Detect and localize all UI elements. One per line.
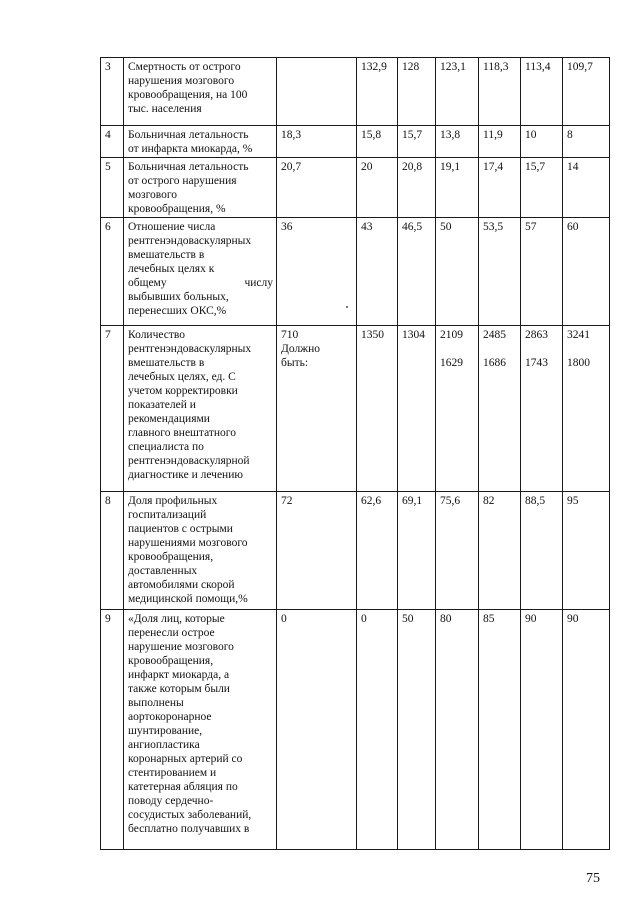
indicator-name-line: учетом корректировки <box>128 385 238 397</box>
year-value: 3241 <box>567 329 590 341</box>
year-value: 118,3 <box>483 61 509 73</box>
year-value: 50 <box>440 221 452 233</box>
year-value-cell <box>563 326 610 492</box>
year-value: 88,5 <box>525 495 546 507</box>
base-value-line: 0 <box>281 613 287 625</box>
year-value: 1686 <box>483 357 506 369</box>
year-value: 15,7 <box>402 129 423 141</box>
year-value: 43 <box>361 221 373 233</box>
year-value-cell <box>357 58 398 126</box>
base-value-line: 20,7 <box>281 161 302 173</box>
base-value-line: Должно <box>281 343 321 355</box>
year-value-cell <box>521 58 563 126</box>
indicator-name-line: стентированием и <box>128 767 217 779</box>
year-value: 19,1 <box>440 161 461 173</box>
indicator-name-line: лечебных целях к <box>128 263 215 275</box>
table-row <box>101 58 610 126</box>
indicators-table <box>100 57 610 850</box>
page-number: 75 <box>586 871 600 886</box>
year-value-cell <box>521 492 563 610</box>
year-value: 2109 <box>440 329 463 341</box>
year-value: 0 <box>361 613 367 625</box>
table-row <box>101 610 610 850</box>
indicator-name-line: госпитализаций <box>128 509 207 521</box>
indicator-name-cell <box>124 326 277 492</box>
year-value-cell <box>563 492 610 610</box>
year-value: 11,9 <box>483 129 503 141</box>
year-value-cell <box>563 610 610 850</box>
year-value: 62,6 <box>361 495 382 507</box>
indicator-name-line: Больничная летальность <box>128 161 249 173</box>
year-value-cell <box>436 126 479 158</box>
table-row <box>101 326 610 492</box>
row-number-cell: 5 <box>101 158 124 218</box>
year-value-cell <box>398 218 436 326</box>
year-value-cell <box>563 126 610 158</box>
indicator-name-line: Доля профильных <box>128 495 218 507</box>
year-value-cell <box>479 218 521 326</box>
year-value-cell <box>521 326 563 492</box>
indicator-name-line: рентгенэндоваскулярной <box>128 455 250 467</box>
indicator-name-line: также которым были <box>128 683 230 695</box>
year-value: 20 <box>361 161 373 173</box>
table-row <box>101 492 610 610</box>
indicator-name-line: общему числу <box>128 277 273 289</box>
indicator-name-line: катетерная абляция по <box>128 781 238 793</box>
indicator-name-line: шунтирование, <box>128 725 203 737</box>
base-value-line: 72 <box>281 495 293 507</box>
year-value-cell <box>398 126 436 158</box>
table-body <box>101 58 610 850</box>
year-value-cell <box>479 158 521 218</box>
year-value: 90 <box>525 613 537 625</box>
year-value: 85 <box>483 613 495 625</box>
indicator-name-line: кровообращения, % <box>128 203 226 215</box>
indicator-name-line: показателей и <box>128 399 196 411</box>
row-number-cell: 9 <box>101 610 124 850</box>
year-value-cell <box>479 58 521 126</box>
year-value-cell <box>357 610 398 850</box>
base-value-cell <box>277 492 357 610</box>
base-value-cell <box>277 610 357 850</box>
indicator-name-line: кровообращения, на 100 <box>128 89 248 101</box>
year-value: 80 <box>440 613 452 625</box>
indicator-name-line: от инфаркта миокарда, % <box>128 143 253 155</box>
year-value: 8 <box>567 129 573 141</box>
year-value-cell <box>521 126 563 158</box>
year-value-cell <box>398 326 436 492</box>
indicator-name-line: кровообращения, <box>128 551 214 563</box>
year-value: 90 <box>567 613 579 625</box>
year-value-cell <box>563 218 610 326</box>
scan-speck <box>346 306 348 308</box>
row-number-cell: 4 <box>101 126 124 158</box>
indicator-name-line: доставленных <box>128 565 198 577</box>
row-number-cell: 8 <box>101 492 124 610</box>
base-value-cell <box>277 158 357 218</box>
indicator-name-line: выбывших больных, <box>128 291 229 303</box>
indicator-name-cell <box>124 58 277 126</box>
table-row <box>101 158 610 218</box>
year-value: 82 <box>483 495 495 507</box>
year-value-cell <box>521 610 563 850</box>
year-value: 128 <box>402 61 420 73</box>
indicator-name-line: Смертность от острого <box>128 61 241 73</box>
indicator-name-cell <box>124 218 277 326</box>
year-value: 20,8 <box>402 161 423 173</box>
year-value: 57 <box>525 221 537 233</box>
year-value: 1304 <box>402 329 425 341</box>
indicator-name-line: коронарных артерий со <box>128 753 243 765</box>
indicator-name-line: рентгенэндоваскулярных <box>128 235 252 247</box>
indicator-name-line: от острого нарушения <box>128 175 237 187</box>
indicator-name-line: специалиста по <box>128 441 204 453</box>
year-value-cell <box>357 158 398 218</box>
indicator-name-line: поводу сердечно- <box>128 795 214 807</box>
year-value-cell <box>436 326 479 492</box>
row-number-cell: 7 <box>101 326 124 492</box>
base-value-line: 18,3 <box>281 129 302 141</box>
indicator-name-line: аортокоронарное <box>128 711 212 723</box>
year-value-cell <box>479 610 521 850</box>
value-spacer <box>525 342 559 356</box>
year-value: 15,7 <box>525 161 546 173</box>
year-value: 1743 <box>525 357 548 369</box>
year-value-cell <box>479 492 521 610</box>
indicator-name-line: инфаркт миокарда, а <box>128 669 230 681</box>
year-value: 132,9 <box>361 61 387 73</box>
base-value-cell <box>277 126 357 158</box>
year-value: 13,8 <box>440 129 461 141</box>
indicator-name-cell <box>124 610 277 850</box>
indicator-name-line: нарушение мозгового <box>128 641 234 653</box>
indicator-name-line: мозгового <box>128 189 178 201</box>
base-value-line: 710 <box>281 329 299 341</box>
year-value: 14 <box>567 161 579 173</box>
year-value-cell <box>563 58 610 126</box>
year-value-cell <box>436 158 479 218</box>
year-value: 17,4 <box>483 161 504 173</box>
year-value: 50 <box>402 613 414 625</box>
indicator-name-line: диагностике и лечению <box>128 469 243 481</box>
year-value: 46,5 <box>402 221 423 233</box>
row-number-cell: 3 <box>101 58 124 126</box>
year-value: 60 <box>567 221 579 233</box>
year-value: 10 <box>525 129 537 141</box>
indicator-name-line: вмешательств в <box>128 357 205 369</box>
year-value-cell <box>479 326 521 492</box>
year-value-cell <box>357 126 398 158</box>
indicator-name-line: нарушения мозгового <box>128 75 235 87</box>
year-value: 69,1 <box>402 495 423 507</box>
indicator-name-line: рекомендациями <box>128 413 210 425</box>
base-value-cell <box>277 58 357 126</box>
table-row <box>101 126 610 158</box>
indicator-name-line: Количество <box>128 329 185 341</box>
indicator-name-line: нарушениями мозгового <box>128 537 248 549</box>
year-value-cell <box>521 158 563 218</box>
year-value: 95 <box>567 495 579 507</box>
year-value-cell <box>357 218 398 326</box>
row-number-cell: 6 <box>101 218 124 326</box>
indicator-name-line: тыс. населения <box>128 103 202 115</box>
table-row <box>101 218 610 326</box>
year-value-cell <box>436 58 479 126</box>
value-spacer <box>440 342 475 356</box>
indicator-name-line: автомобилями скорой <box>128 579 235 591</box>
indicator-name-line: ангиопластика <box>128 739 200 751</box>
value-spacer <box>483 342 517 356</box>
year-value: 75,6 <box>440 495 461 507</box>
indicator-name-line: вмешательств в <box>128 249 205 261</box>
indicator-name-line: медицинской помощи,% <box>128 593 248 605</box>
year-value: 1800 <box>567 357 590 369</box>
indicator-name-line: Отношение числа <box>128 221 216 233</box>
year-value: 113,4 <box>525 61 551 73</box>
indicator-name-line: лечебных целях, ед. С <box>128 371 236 383</box>
year-value: 53,5 <box>483 221 504 233</box>
base-value-line: 36 <box>281 221 293 233</box>
indicator-name-line: «Доля лиц, которые <box>128 613 225 625</box>
year-value-cell <box>436 492 479 610</box>
year-value: 2485 <box>483 329 506 341</box>
year-value-cell <box>398 58 436 126</box>
year-value-cell <box>521 218 563 326</box>
year-value: 15,8 <box>361 129 382 141</box>
indicator-name-line: кровообращения, <box>128 655 214 667</box>
year-value: 1629 <box>440 357 463 369</box>
indicator-name-line: Больничная летальность <box>128 129 249 141</box>
indicator-name-line: главного внештатного <box>128 427 236 439</box>
year-value-cell <box>436 610 479 850</box>
year-value-cell <box>357 492 398 610</box>
indicator-name-line: сосудистых заболеваний, <box>128 809 252 821</box>
year-value-cell <box>479 126 521 158</box>
year-value-cell <box>398 158 436 218</box>
year-value: 123,1 <box>440 61 466 73</box>
year-value: 2863 <box>525 329 548 341</box>
year-value-cell <box>398 492 436 610</box>
indicator-name-line: пациентов с острыми <box>128 523 233 535</box>
indicator-name-line: выполнены <box>128 697 184 709</box>
base-value-cell <box>277 218 357 326</box>
year-value-cell <box>357 326 398 492</box>
indicator-name-line: перенесших ОКС,% <box>128 305 227 317</box>
year-value-cell <box>398 610 436 850</box>
indicator-name-line: перенесли острое <box>128 627 215 639</box>
year-value-cell <box>436 218 479 326</box>
indicator-name-cell <box>124 492 277 610</box>
year-value-cell <box>563 158 610 218</box>
year-value: 1350 <box>361 329 384 341</box>
value-spacer <box>567 342 606 356</box>
base-value-line: быть: <box>281 357 309 369</box>
indicator-name-cell <box>124 126 277 158</box>
base-value-cell <box>277 326 357 492</box>
indicator-name-cell <box>124 158 277 218</box>
indicator-name-line: рентгенэндоваскулярных <box>128 343 252 355</box>
year-value: 109,7 <box>567 61 593 73</box>
indicator-name-line: бесплатно получавших в <box>128 823 250 835</box>
